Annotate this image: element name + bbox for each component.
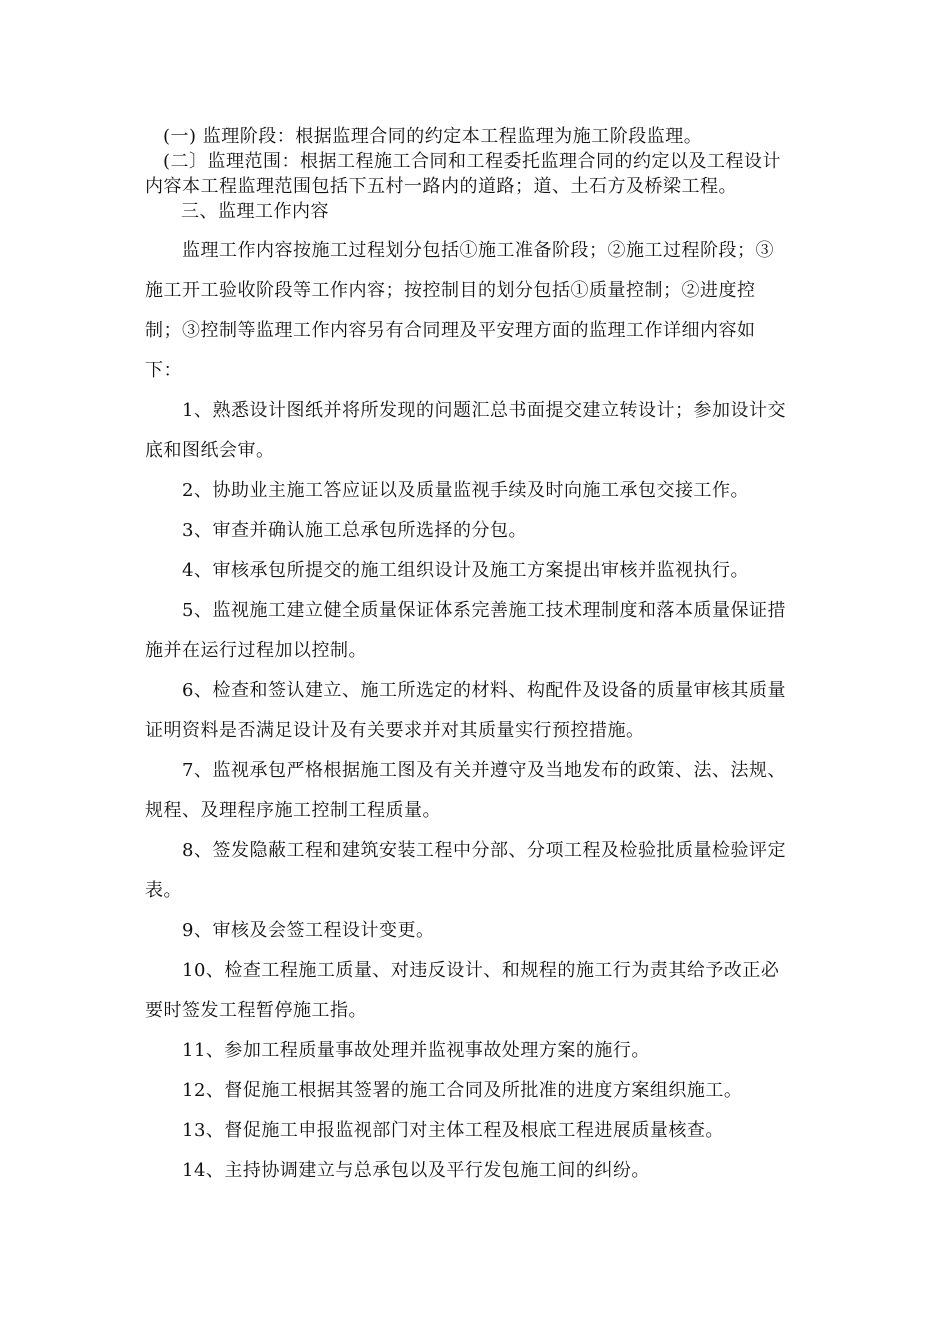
body-line: 规程、及理程序施工控制工程质量。 xyxy=(145,800,441,821)
body-line: 4、审核承包所提交的施工组织设计及施工方案提出审核并监视执行。 xyxy=(145,560,749,581)
body-line: 制；③控制等监理工作内容另有合同理及平安理方面的监理工作详细内容如 xyxy=(145,320,756,341)
body-line: 9、审核及会签工程设计变更。 xyxy=(145,920,435,941)
body-line: 1、熟悉设计图纸并将所发现的问题汇总书面提交建立转设计；参加设计交 xyxy=(145,400,786,421)
body-line: 7、监视承包严格根据施工图及有关并遵守及当地发布的政策、法、法规、 xyxy=(145,760,786,781)
body-line: 表。 xyxy=(145,880,182,901)
scope-section xyxy=(145,124,810,224)
body-line: 施工开工验收阶段等工作内容；按控制目的划分包括①质量控制；②进度控 xyxy=(145,280,756,301)
body-line: 5、监视施工建立健全质量保证体系完善施工技术理制度和落本质量保证措 xyxy=(145,600,786,621)
phase-line: (一) 监理阶段：根据监理合同的约定本工程监理为施工阶段监理。 xyxy=(163,126,703,147)
body-line: 监理工作内容按施工过程划分包括①施工准备阶段；②施工过程阶段；③ xyxy=(145,240,774,261)
scope-line-1: (二〕监理范围：根据工程施工合同和工程委托监理合同的约定以及工程设计 xyxy=(163,151,782,172)
body-line: 3、审查并确认施工总承包所选择的分包。 xyxy=(145,520,527,541)
body-line: 2、协助业主施工答应证以及质量监视手续及时向施工承包交接工作。 xyxy=(145,480,749,501)
body-line: 11、参加工程质量事故处理并监视事故处理方案的施行。 xyxy=(145,1040,650,1061)
scope-line-2: 内容本工程监理范围包括下五村一路内的道路；道、土石方及桥梁工程。 xyxy=(145,176,737,197)
body-line: 底和图纸会审。 xyxy=(145,440,275,461)
body-line: 要时签发工程暂停施工指。 xyxy=(145,1000,367,1021)
body-line: 证明资料是否满足设计及有关要求并对其质量实行预控措施。 xyxy=(145,720,645,741)
body-line: 12、督促施工根据其签署的施工合同及所批准的进度方案组织施工。 xyxy=(145,1080,743,1101)
body-line: 施并在运行过程加以控制。 xyxy=(145,640,367,661)
body-line: 14、主持协调建立与总承包以及平行发包施工间的纠纷。 xyxy=(145,1160,650,1181)
body-line: 8、签发隐蔽工程和建筑安装工程中分部、分项工程及检验批质量检验评定 xyxy=(145,840,786,861)
body-line: 10、检查工程施工质量、对违反设计、和规程的施工行为责其给予改正必 xyxy=(145,960,780,981)
section-heading: 三、监理工作内容 xyxy=(181,201,329,222)
body-line: 13、督促施工申报监视部门对主体工程及根底工程进展质量核查。 xyxy=(145,1120,724,1141)
body-line: 下： xyxy=(145,360,182,381)
body-text xyxy=(145,231,810,1191)
body-line: 6、检查和签认建立、施工所选定的材料、构配件及设备的质量审核其质量 xyxy=(145,680,786,701)
